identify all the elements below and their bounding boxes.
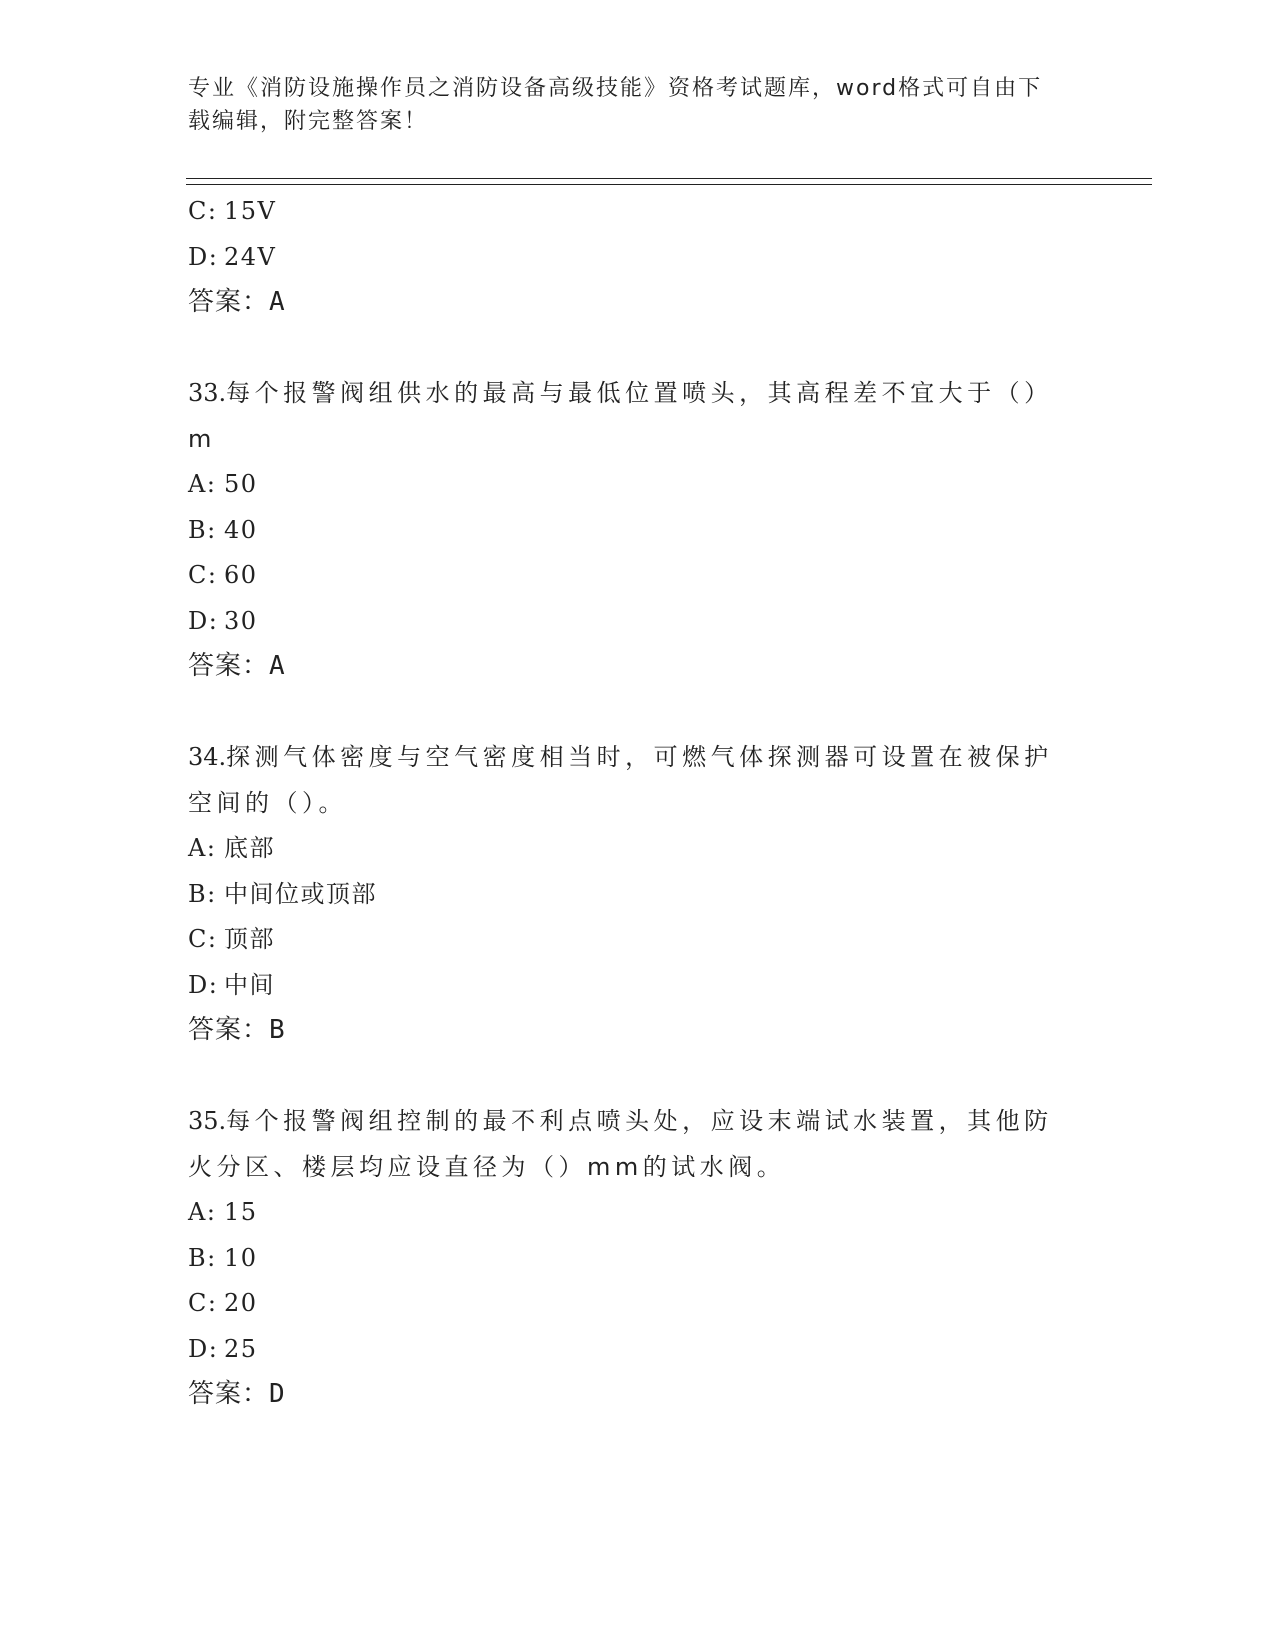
answer-label: 答案：	[188, 287, 270, 317]
option-value: 顶部	[224, 925, 275, 953]
header-line-2: 载编辑，附完整答案！	[188, 109, 429, 134]
option-b	[188, 872, 1088, 918]
header-line-1: 专业《消防设施操作员之消防设备高级技能》资格考试题库，word格式可自由下	[188, 76, 1043, 101]
question-line-2: 火分区、楼层均应设直径为（）mm的试水阀。	[188, 1152, 786, 1181]
answer-line	[188, 1008, 1088, 1053]
option-value: 25	[224, 1334, 258, 1363]
option-key: C:	[188, 925, 218, 953]
question-number: 33.	[188, 379, 227, 407]
option-key: A:	[188, 470, 217, 498]
spacer	[188, 689, 1088, 735]
option-value: 24V	[224, 242, 277, 271]
option-c	[188, 553, 1088, 599]
option-value: 50	[224, 470, 258, 498]
option-value: 30	[224, 606, 258, 635]
option-key: A:	[188, 834, 217, 862]
option-value: 15V	[224, 197, 277, 225]
previous-question-tail	[188, 189, 1088, 325]
option-key: D:	[188, 970, 219, 999]
question-number: 34.	[188, 743, 227, 771]
option-key: B:	[188, 879, 217, 908]
option-c	[188, 1281, 1088, 1327]
document-body	[188, 189, 1088, 1417]
option-c	[188, 917, 1088, 963]
option-key: B:	[188, 1243, 217, 1272]
option-value: 中间位或顶部	[224, 879, 377, 908]
answer-value: A	[269, 651, 286, 681]
option-c	[188, 189, 1088, 235]
question-block	[188, 1099, 1088, 1417]
option-key: A:	[188, 1198, 217, 1226]
option-b	[188, 1236, 1088, 1282]
option-key: B:	[188, 515, 217, 544]
answer-label: 答案：	[188, 1379, 270, 1409]
answer-label: 答案：	[188, 1015, 270, 1045]
answer-label: 答案：	[188, 651, 270, 681]
option-value: 中间	[224, 970, 275, 999]
option-value: 40	[224, 515, 258, 544]
question-number: 35.	[188, 1107, 227, 1135]
question-line-2: 空间的（）。	[188, 788, 347, 817]
spacer	[188, 325, 1088, 371]
option-key: C:	[188, 561, 218, 589]
option-value: 底部	[224, 834, 275, 862]
header-divider	[186, 178, 1152, 185]
option-key: D:	[188, 606, 219, 635]
answer-value: A	[269, 287, 286, 317]
question-stem	[188, 735, 1068, 826]
answer-line	[188, 1372, 1088, 1417]
option-a	[188, 462, 1088, 508]
question-block	[188, 371, 1088, 689]
question-line-2: m	[188, 424, 216, 453]
option-value: 15	[224, 1198, 258, 1226]
option-key: D:	[188, 1334, 219, 1363]
option-key: C:	[188, 197, 218, 225]
question-text: 每个报警阀组控制的最不利点喷头处，应设末端试水装置，其他防	[226, 1107, 1053, 1135]
question-block	[188, 735, 1088, 1053]
answer-line	[188, 280, 1088, 325]
question-line-1	[188, 371, 1068, 417]
question-text: 探测气体密度与空气密度相当时，可燃气体探测器可设置在被保护	[226, 743, 1053, 771]
option-a	[188, 1190, 1088, 1236]
option-key: C:	[188, 1289, 218, 1317]
question-line-1	[188, 735, 1068, 781]
option-d	[188, 235, 1088, 281]
question-text: 每个报警阀组供水的最高与最低位置喷头，其高程差不宜大于（）	[226, 379, 1053, 407]
spacer	[188, 1053, 1088, 1099]
option-value: 10	[224, 1243, 258, 1272]
option-d	[188, 1327, 1088, 1373]
option-a	[188, 826, 1088, 872]
answer-value: B	[269, 1015, 286, 1045]
option-key: D:	[188, 242, 219, 271]
answer-line	[188, 644, 1088, 689]
option-value: 20	[224, 1289, 258, 1317]
answer-value: D	[269, 1379, 286, 1409]
option-d	[188, 963, 1088, 1009]
question-line-1	[188, 1099, 1068, 1145]
option-value: 60	[224, 561, 258, 589]
option-b	[188, 508, 1088, 554]
document-header	[188, 72, 1068, 138]
option-d	[188, 599, 1088, 645]
question-stem	[188, 1099, 1068, 1190]
question-stem	[188, 371, 1068, 462]
